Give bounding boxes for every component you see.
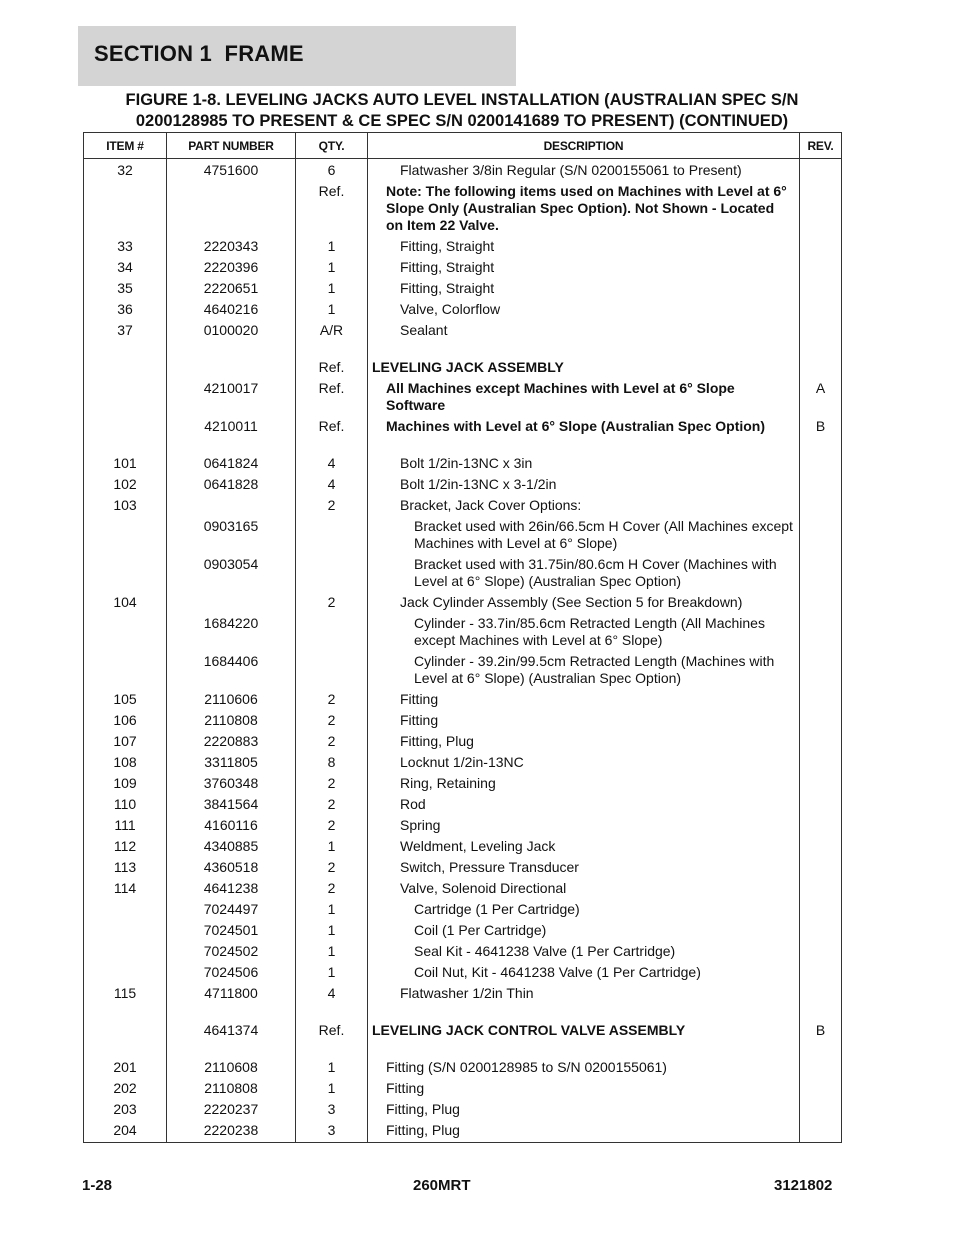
item-number-cell: 112 — [84, 836, 167, 857]
description-cell: Fitting, Plug — [368, 731, 800, 752]
qty-cell — [296, 554, 368, 592]
part-number-cell: 7024506 — [167, 962, 296, 983]
item-number-cell — [84, 651, 167, 689]
rev-cell — [800, 592, 842, 613]
spacer-row — [84, 437, 842, 453]
item-number-cell: 33 — [84, 236, 167, 257]
spacer-cell — [800, 341, 842, 357]
qty-cell: 6 — [296, 159, 368, 182]
table-row — [84, 613, 842, 651]
rev-cell — [800, 236, 842, 257]
part-number-cell: 4711800 — [167, 983, 296, 1004]
rev-cell — [800, 181, 842, 236]
description-cell: Fitting — [368, 689, 800, 710]
description-cell: Coil (1 Per Cartridge) — [368, 920, 800, 941]
item-number-cell — [84, 941, 167, 962]
description-cell: Fitting — [368, 710, 800, 731]
part-number-cell: 2110608 — [167, 1057, 296, 1078]
description-cell: LEVELING JACK CONTROL VALVE ASSEMBLY — [368, 1020, 800, 1041]
rev-cell — [800, 836, 842, 857]
description-cell: Valve, Colorflow — [368, 299, 800, 320]
qty-cell: Ref. — [296, 416, 368, 437]
rev-cell — [800, 357, 842, 378]
rev-cell — [800, 554, 842, 592]
item-number-cell: 203 — [84, 1099, 167, 1120]
spacer-cell — [84, 1004, 167, 1020]
table-row — [84, 495, 842, 516]
rev-cell — [800, 474, 842, 495]
part-number-cell: 4360518 — [167, 857, 296, 878]
qty-cell: 2 — [296, 878, 368, 899]
item-number-cell: 34 — [84, 257, 167, 278]
qty-cell: 8 — [296, 752, 368, 773]
description-cell: Jack Cylinder Assembly (See Section 5 for Breakdown) — [368, 592, 800, 613]
qty-cell: 2 — [296, 710, 368, 731]
part-number-cell: 0641824 — [167, 453, 296, 474]
part-number-cell: 1684406 — [167, 651, 296, 689]
table-row — [84, 1057, 842, 1078]
table-row — [84, 941, 842, 962]
description-cell: Fitting, Straight — [368, 278, 800, 299]
spacer-cell — [296, 341, 368, 357]
qty-cell: Ref. — [296, 1020, 368, 1041]
description-cell: Bracket used with 31.75in/80.6cm H Cover (Machines with Level at 6° Slope) (Australian Spec Option) — [368, 554, 800, 592]
footer-doc-number: 3121802 — [774, 1177, 833, 1194]
item-number-cell: 115 — [84, 983, 167, 1004]
rev-cell — [800, 257, 842, 278]
spacer-cell — [84, 1041, 167, 1057]
part-number-cell: 2220343 — [167, 236, 296, 257]
item-number-cell — [84, 1020, 167, 1041]
table-row — [84, 257, 842, 278]
qty-cell: 2 — [296, 592, 368, 613]
spacer-cell — [368, 1004, 800, 1020]
description-cell: Bolt 1/2in-13NC x 3in — [368, 453, 800, 474]
qty-cell: 3 — [296, 1120, 368, 1143]
part-number-cell: 4340885 — [167, 836, 296, 857]
figure-title — [82, 90, 842, 132]
description-cell: Locknut 1/2in-13NC — [368, 752, 800, 773]
table-row — [84, 554, 842, 592]
item-number-cell: 201 — [84, 1057, 167, 1078]
spacer-cell — [167, 437, 296, 453]
qty-cell: 2 — [296, 794, 368, 815]
description-cell: Fitting, Straight — [368, 257, 800, 278]
spacer-cell — [167, 1004, 296, 1020]
table-row — [84, 474, 842, 495]
rev-cell — [800, 453, 842, 474]
header-part-number: PART NUMBER — [167, 133, 296, 159]
part-number-cell: 4640216 — [167, 299, 296, 320]
qty-cell: Ref. — [296, 181, 368, 236]
qty-cell: 1 — [296, 836, 368, 857]
qty-cell: 1 — [296, 236, 368, 257]
item-number-cell — [84, 962, 167, 983]
table-row — [84, 416, 842, 437]
qty-cell: 2 — [296, 495, 368, 516]
qty-cell: 1 — [296, 941, 368, 962]
table-row — [84, 159, 842, 182]
figure-title-line-2: 0200128985 TO PRESENT & CE SPEC S/N 0200141689 TO PRESENT) (CONTINUED) — [135, 112, 789, 130]
item-number-cell: 111 — [84, 815, 167, 836]
qty-cell: Ref. — [296, 378, 368, 416]
table-row — [84, 236, 842, 257]
spacer-row — [84, 1004, 842, 1020]
part-number-cell — [167, 357, 296, 378]
rev-cell — [800, 731, 842, 752]
part-number-cell: 2110808 — [167, 1078, 296, 1099]
description-cell: Rod — [368, 794, 800, 815]
description-cell: Seal Kit - 4641238 Valve (1 Per Cartridge) — [368, 941, 800, 962]
description-cell: Cylinder - 33.7in/85.6cm Retracted Length (All Machines except Machines with Level at 6° Slope) — [368, 613, 800, 651]
parts-table-header — [84, 133, 842, 159]
header-rev: REV. — [800, 133, 842, 159]
table-row — [84, 378, 842, 416]
spacer-cell — [800, 1004, 842, 1020]
qty-cell — [296, 516, 368, 554]
spacer-cell — [167, 341, 296, 357]
rev-cell — [800, 794, 842, 815]
item-number-cell: 114 — [84, 878, 167, 899]
rev-cell — [800, 159, 842, 182]
description-cell: Ring, Retaining — [368, 773, 800, 794]
item-number-cell: 113 — [84, 857, 167, 878]
table-row — [84, 516, 842, 554]
description-cell: Cartridge (1 Per Cartridge) — [368, 899, 800, 920]
qty-cell: Ref. — [296, 357, 368, 378]
table-row — [84, 592, 842, 613]
table-row — [84, 1078, 842, 1099]
qty-cell: 1 — [296, 899, 368, 920]
qty-cell: 2 — [296, 731, 368, 752]
table-row — [84, 1120, 842, 1143]
qty-cell: 1 — [296, 278, 368, 299]
item-number-cell: 202 — [84, 1078, 167, 1099]
table-row — [84, 878, 842, 899]
rev-cell — [800, 962, 842, 983]
table-row — [84, 857, 842, 878]
part-number-cell — [167, 181, 296, 236]
qty-cell: 1 — [296, 1078, 368, 1099]
spacer-cell — [296, 1041, 368, 1057]
footer-page-number: 1-28 — [82, 1177, 113, 1194]
description-cell: Coil Nut, Kit - 4641238 Valve (1 Per Cartridge) — [368, 962, 800, 983]
table-row — [84, 181, 842, 236]
qty-cell: 1 — [296, 1057, 368, 1078]
item-number-cell: 204 — [84, 1120, 167, 1143]
table-row — [84, 920, 842, 941]
qty-cell: 2 — [296, 689, 368, 710]
item-number-cell — [84, 378, 167, 416]
table-row — [84, 815, 842, 836]
qty-cell: 3 — [296, 1099, 368, 1120]
rev-cell — [800, 1120, 842, 1143]
part-number-cell: 2220651 — [167, 278, 296, 299]
qty-cell: 2 — [296, 815, 368, 836]
rev-cell: B — [800, 1020, 842, 1041]
part-number-cell: 3841564 — [167, 794, 296, 815]
description-cell: Fitting (S/N 0200128985 to S/N 0200155061) — [368, 1057, 800, 1078]
table-row — [84, 299, 842, 320]
part-number-cell: 4641238 — [167, 878, 296, 899]
parts-table — [83, 132, 842, 1143]
part-number-cell: 2220396 — [167, 257, 296, 278]
rev-cell — [800, 941, 842, 962]
rev-cell — [800, 773, 842, 794]
figure-title-line-1: FIGURE 1-8. LEVELING JACKS AUTO LEVEL INSTALLATION (AUSTRALIAN SPEC S/N — [125, 91, 799, 109]
rev-cell — [800, 1057, 842, 1078]
section-title: SECTION 1 FRAME — [94, 41, 304, 66]
item-number-cell: 35 — [84, 278, 167, 299]
table-row — [84, 689, 842, 710]
description-cell: Fitting, Plug — [368, 1099, 800, 1120]
description-cell: Flatwasher 3/8in Regular (S/N 0200155061 to Present) — [368, 159, 800, 182]
rev-cell — [800, 1078, 842, 1099]
description-cell: LEVELING JACK ASSEMBLY — [368, 357, 800, 378]
qty-cell: 2 — [296, 773, 368, 794]
spacer-cell — [368, 341, 800, 357]
qty-cell: 1 — [296, 920, 368, 941]
table-row — [84, 773, 842, 794]
rev-cell — [800, 516, 842, 554]
part-number-cell: 2110606 — [167, 689, 296, 710]
description-cell: Fitting, Plug — [368, 1120, 800, 1143]
part-number-cell: 4641374 — [167, 1020, 296, 1041]
spacer-cell — [296, 437, 368, 453]
description-cell: Bolt 1/2in-13NC x 3-1/2in — [368, 474, 800, 495]
qty-cell — [296, 613, 368, 651]
rev-cell — [800, 920, 842, 941]
description-cell: Bracket, Jack Cover Options: — [368, 495, 800, 516]
table-row — [84, 731, 842, 752]
item-number-cell: 103 — [84, 495, 167, 516]
description-cell: Switch, Pressure Transducer — [368, 857, 800, 878]
table-row — [84, 794, 842, 815]
description-cell: Bracket used with 26in/66.5cm H Cover (All Machines except Machines with Level at 6° Slope) — [368, 516, 800, 554]
table-row — [84, 710, 842, 731]
item-number-cell — [84, 613, 167, 651]
qty-cell: 1 — [296, 299, 368, 320]
spacer-cell — [84, 341, 167, 357]
part-number-cell: 2110808 — [167, 710, 296, 731]
spacer-cell — [368, 437, 800, 453]
part-number-cell: 0100020 — [167, 320, 296, 341]
part-number-cell: 2220238 — [167, 1120, 296, 1143]
item-number-cell — [84, 357, 167, 378]
qty-cell: A/R — [296, 320, 368, 341]
part-number-cell: 2220883 — [167, 731, 296, 752]
spacer-cell — [84, 437, 167, 453]
item-number-cell: 106 — [84, 710, 167, 731]
qty-cell: 2 — [296, 857, 368, 878]
item-number-cell: 102 — [84, 474, 167, 495]
rev-cell — [800, 613, 842, 651]
rev-cell — [800, 857, 842, 878]
item-number-cell: 109 — [84, 773, 167, 794]
part-number-cell — [167, 592, 296, 613]
part-number-cell: 3311805 — [167, 752, 296, 773]
table-row — [84, 836, 842, 857]
part-number-cell: 3760348 — [167, 773, 296, 794]
description-cell: Machines with Level at 6° Slope (Australian Spec Option) — [368, 416, 800, 437]
description-cell: Flatwasher 1/2in Thin — [368, 983, 800, 1004]
part-number-cell: 4210011 — [167, 416, 296, 437]
rev-cell — [800, 899, 842, 920]
part-number-cell: 4160116 — [167, 815, 296, 836]
description-cell: Weldment, Leveling Jack — [368, 836, 800, 857]
rev-cell — [800, 278, 842, 299]
table-row — [84, 320, 842, 341]
item-number-cell: 104 — [84, 592, 167, 613]
item-number-cell — [84, 416, 167, 437]
table-row — [84, 1099, 842, 1120]
description-cell: Sealant — [368, 320, 800, 341]
spacer-cell — [800, 437, 842, 453]
item-number-cell: 107 — [84, 731, 167, 752]
table-row — [84, 983, 842, 1004]
table-row — [84, 1020, 842, 1041]
part-number-cell: 0903054 — [167, 554, 296, 592]
header-row — [84, 133, 842, 159]
rev-cell: A — [800, 378, 842, 416]
parts-table-body — [84, 159, 842, 1143]
qty-cell: 4 — [296, 453, 368, 474]
footer-model: 260MRT — [413, 1177, 471, 1194]
description-cell: All Machines except Machines with Level at 6° Slope Software — [368, 378, 800, 416]
spacer-cell — [167, 1041, 296, 1057]
qty-cell: 4 — [296, 474, 368, 495]
table-row — [84, 899, 842, 920]
item-number-cell — [84, 554, 167, 592]
rev-cell — [800, 983, 842, 1004]
rev-cell — [800, 299, 842, 320]
table-row — [84, 453, 842, 474]
qty-cell: 1 — [296, 257, 368, 278]
description-cell: Cylinder - 39.2in/99.5cm Retracted Length (Machines with Level at 6° Slope) (Australian Spec Option) — [368, 651, 800, 689]
item-number-cell: 108 — [84, 752, 167, 773]
rev-cell — [800, 320, 842, 341]
description-cell: Fitting, Straight — [368, 236, 800, 257]
spacer-cell — [296, 1004, 368, 1020]
header-qty: QTY. — [296, 133, 368, 159]
item-number-cell: 32 — [84, 159, 167, 182]
rev-cell — [800, 710, 842, 731]
part-number-cell: 0903165 — [167, 516, 296, 554]
qty-cell: 1 — [296, 962, 368, 983]
item-number-cell — [84, 516, 167, 554]
header-description: DESCRIPTION — [368, 133, 800, 159]
spacer-row — [84, 341, 842, 357]
item-number-cell — [84, 181, 167, 236]
rev-cell — [800, 1099, 842, 1120]
part-number-cell — [167, 495, 296, 516]
item-number-cell: 101 — [84, 453, 167, 474]
table-row — [84, 651, 842, 689]
spacer-row — [84, 1041, 842, 1057]
spacer-cell — [368, 1041, 800, 1057]
rev-cell — [800, 752, 842, 773]
table-row — [84, 357, 842, 378]
item-number-cell: 105 — [84, 689, 167, 710]
spacer-cell — [800, 1041, 842, 1057]
item-number-cell — [84, 899, 167, 920]
part-number-cell: 1684220 — [167, 613, 296, 651]
item-number-cell: 110 — [84, 794, 167, 815]
table-row — [84, 752, 842, 773]
description-cell: Valve, Solenoid Directional — [368, 878, 800, 899]
part-number-cell: 4751600 — [167, 159, 296, 182]
qty-cell — [296, 651, 368, 689]
item-number-cell: 36 — [84, 299, 167, 320]
part-number-cell: 4210017 — [167, 378, 296, 416]
rev-cell: B — [800, 416, 842, 437]
rev-cell — [800, 878, 842, 899]
part-number-cell: 2220237 — [167, 1099, 296, 1120]
rev-cell — [800, 689, 842, 710]
description-cell: Note: The following items used on Machines with Level at 6° Slope Only (Australian Spec Option). Not Shown - Located on Item 22 Valve. — [368, 181, 800, 236]
part-number-cell: 0641828 — [167, 474, 296, 495]
header-item: ITEM # — [84, 133, 167, 159]
table-row — [84, 962, 842, 983]
rev-cell — [800, 651, 842, 689]
part-number-cell: 7024497 — [167, 899, 296, 920]
rev-cell — [800, 495, 842, 516]
item-number-cell — [84, 920, 167, 941]
item-number-cell: 37 — [84, 320, 167, 341]
table-row — [84, 278, 842, 299]
part-number-cell: 7024501 — [167, 920, 296, 941]
rev-cell — [800, 815, 842, 836]
description-cell: Spring — [368, 815, 800, 836]
qty-cell: 4 — [296, 983, 368, 1004]
description-cell: Fitting — [368, 1078, 800, 1099]
part-number-cell: 7024502 — [167, 941, 296, 962]
